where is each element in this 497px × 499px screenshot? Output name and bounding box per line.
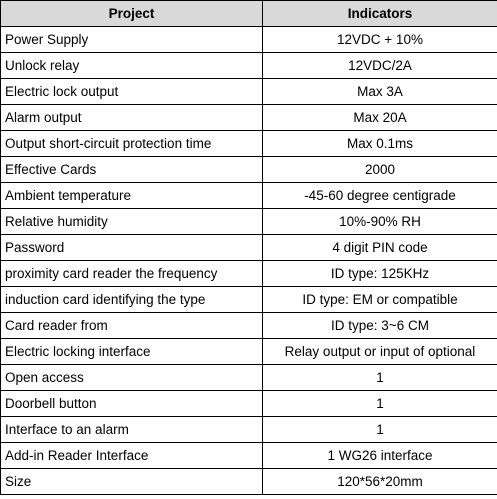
header-project: Project [1, 1, 263, 27]
indicator-cell: -45-60 degree centigrade [263, 183, 497, 209]
indicator-cell: Relay output or input of optional [263, 339, 497, 365]
project-cell: Electric locking interface [1, 339, 263, 365]
table-row [1, 313, 497, 339]
header-indicators: Indicators [263, 1, 497, 27]
table-row [1, 443, 497, 469]
project-cell: Effective Cards [1, 157, 263, 183]
project-cell: induction card identifying the type [1, 287, 263, 313]
table-row [1, 209, 497, 235]
indicator-cell: 120*56*20mm [263, 469, 497, 495]
indicator-cell: 12VDC/2A [263, 53, 497, 79]
table-row [1, 391, 497, 417]
table-row [1, 365, 497, 391]
indicator-cell: ID type: 125KHz [263, 261, 497, 287]
indicator-cell: Max 20A [263, 105, 497, 131]
project-cell: Add-in Reader Interface [1, 443, 263, 469]
project-cell: Unlock relay [1, 53, 263, 79]
table-row [1, 27, 497, 53]
table-row [1, 53, 497, 79]
table-row [1, 417, 497, 443]
indicator-cell: 2000 [263, 157, 497, 183]
table-row [1, 79, 497, 105]
project-cell: Alarm output [1, 105, 263, 131]
indicator-cell: 12VDC + 10% [263, 27, 497, 53]
table-row [1, 261, 497, 287]
indicator-cell: 10%-90% RH [263, 209, 497, 235]
project-cell: Password [1, 235, 263, 261]
project-cell: Electric lock output [1, 79, 263, 105]
header-row [1, 1, 497, 27]
indicator-cell: ID type: EM or compatible [263, 287, 497, 313]
table-row [1, 339, 497, 365]
project-cell: Open access [1, 365, 263, 391]
indicator-cell: 1 [263, 365, 497, 391]
project-cell: Interface to an alarm [1, 417, 263, 443]
table-row [1, 157, 497, 183]
project-cell: proximity card reader the frequency [1, 261, 263, 287]
indicator-cell: Max 0.1ms [263, 131, 497, 157]
project-cell: Doorbell button [1, 391, 263, 417]
indicator-cell: 1 WG26 interface [263, 443, 497, 469]
table-row [1, 183, 497, 209]
project-cell: Ambient temperature [1, 183, 263, 209]
project-cell: Power Supply [1, 27, 263, 53]
indicator-cell: 1 [263, 417, 497, 443]
table-row [1, 131, 497, 157]
table-header [1, 1, 497, 27]
project-cell: Size [1, 469, 263, 495]
indicator-cell: 1 [263, 391, 497, 417]
project-cell: Output short-circuit protection time [1, 131, 263, 157]
indicator-cell: Max 3A [263, 79, 497, 105]
project-cell: Card reader from [1, 313, 263, 339]
table-row [1, 469, 497, 495]
indicator-cell: ID type: 3~6 CM [263, 313, 497, 339]
table-row [1, 287, 497, 313]
table-row [1, 105, 497, 131]
table-body [1, 27, 497, 495]
project-cell: Relative humidity [1, 209, 263, 235]
indicator-cell: 4 digit PIN code [263, 235, 497, 261]
table-row [1, 235, 497, 261]
